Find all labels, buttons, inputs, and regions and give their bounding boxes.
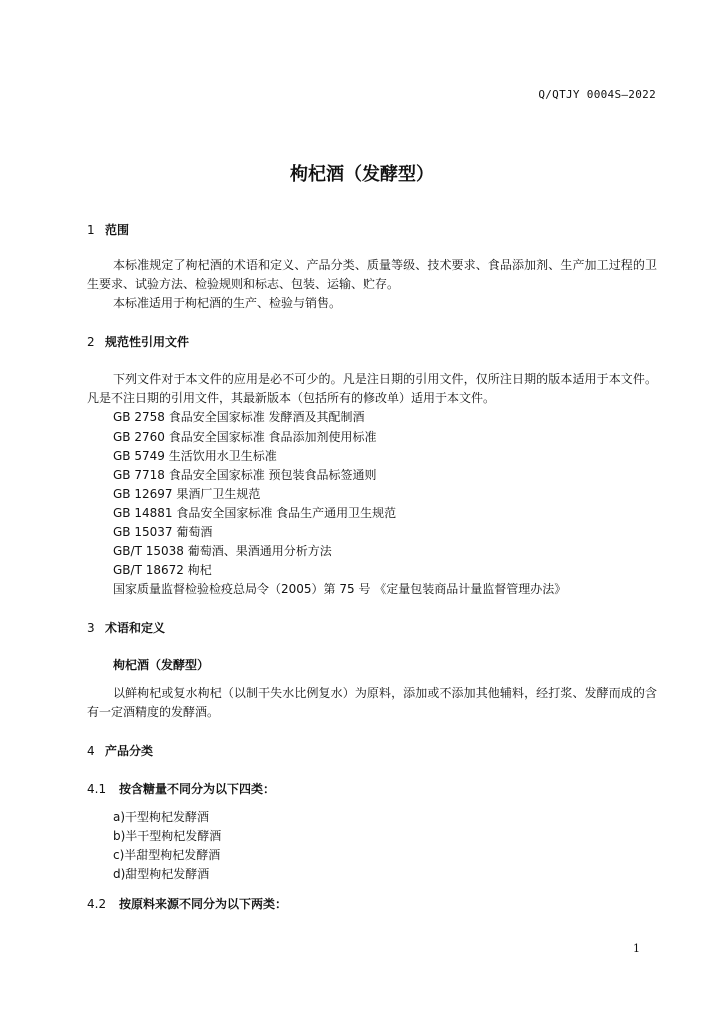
- document-number: Q/QTJY 0004S—2022: [538, 88, 656, 101]
- subsection-title: 按原料来源不同分为以下两类：: [119, 897, 288, 911]
- section-number: 2: [87, 335, 95, 349]
- reference-item: GB 7718 食品安全国家标准 预包装食品标签通则: [113, 468, 377, 482]
- section-title: 产品分类: [105, 744, 154, 758]
- section-title: 范围: [105, 223, 130, 237]
- reference-item: GB 5749 生活饮用水卫生标准: [113, 449, 277, 463]
- references-intro: 下列文件对于本文件的应用是必不可少的。凡是注日期的引用文件，仅所注日期的版本适用于本文件。凡是不注日期的引用文件，其最新版本（包括所有的修改单）适用于本文件。: [87, 372, 657, 405]
- scope-paragraph: 本标准规定了枸杞酒的术语和定义、产品分类、质量等级、技术要求、食品添加剂、生产加工过程的卫生要求、试验方法、检验规则和标志、包装、运输、贮存。: [87, 258, 657, 291]
- reference-item: GB 15037 葡萄酒: [113, 525, 213, 539]
- scope-applicability: 本标准适用于枸杞酒的生产、检验与销售。: [113, 296, 342, 310]
- section-heading-references: [87, 333, 189, 350]
- section-heading-scope: [87, 221, 129, 238]
- reference-item: GB 2760 食品安全国家标准 食品添加剂使用标准: [113, 430, 377, 444]
- subsection-number: 4.2: [87, 897, 107, 911]
- reference-item: 国家质量监督检验检疫总局令（2005）第 75 号 《定量包装商品计量监督管理办法》: [113, 582, 567, 596]
- subsection-number: 4.1: [87, 782, 107, 796]
- page-number: 1: [633, 942, 640, 955]
- section-title: 术语和定义: [105, 621, 166, 635]
- reference-item: GB/T 15038 葡萄酒、果酒通用分析方法: [113, 544, 332, 558]
- section-heading-terms: [87, 619, 165, 636]
- subsection-title: 按含糖量不同分为以下四类：: [119, 782, 276, 796]
- section-title: 规范性引用文件: [105, 335, 190, 349]
- list-item: d)甜型枸杞发酵酒: [113, 867, 210, 881]
- reference-item: GB 12697 果酒厂卫生规范: [113, 487, 261, 501]
- list-item: b)半干型枸杞发酵酒: [113, 829, 222, 843]
- term-definition: 以鲜枸杞或复水枸杞（以制干失水比例复水）为原料，添加或不添加其他辅料，经打浆、发酵而成的含有一定酒精度的发酵酒。: [87, 686, 657, 719]
- section-number: 4: [87, 744, 95, 758]
- reference-item: GB/T 18672 枸杞: [113, 563, 212, 577]
- reference-item: GB 14881 食品安全国家标准 食品生产通用卫生规范: [113, 506, 397, 520]
- section-number: 3: [87, 621, 95, 635]
- term-name: 枸杞酒（发酵型）: [113, 658, 210, 672]
- section-heading-classification: [87, 742, 153, 759]
- list-item: c)半甜型枸杞发酵酒: [113, 848, 221, 862]
- section-number: 1: [87, 223, 95, 237]
- reference-item: GB 2758 食品安全国家标准 发酵酒及其配制酒: [113, 410, 365, 424]
- subsection-heading-sugar: [87, 780, 275, 797]
- subsection-heading-source: [87, 895, 287, 912]
- list-item: a)干型枸杞发酵酒: [113, 810, 210, 824]
- document-title: 枸杞酒（发酵型）: [290, 164, 434, 185]
